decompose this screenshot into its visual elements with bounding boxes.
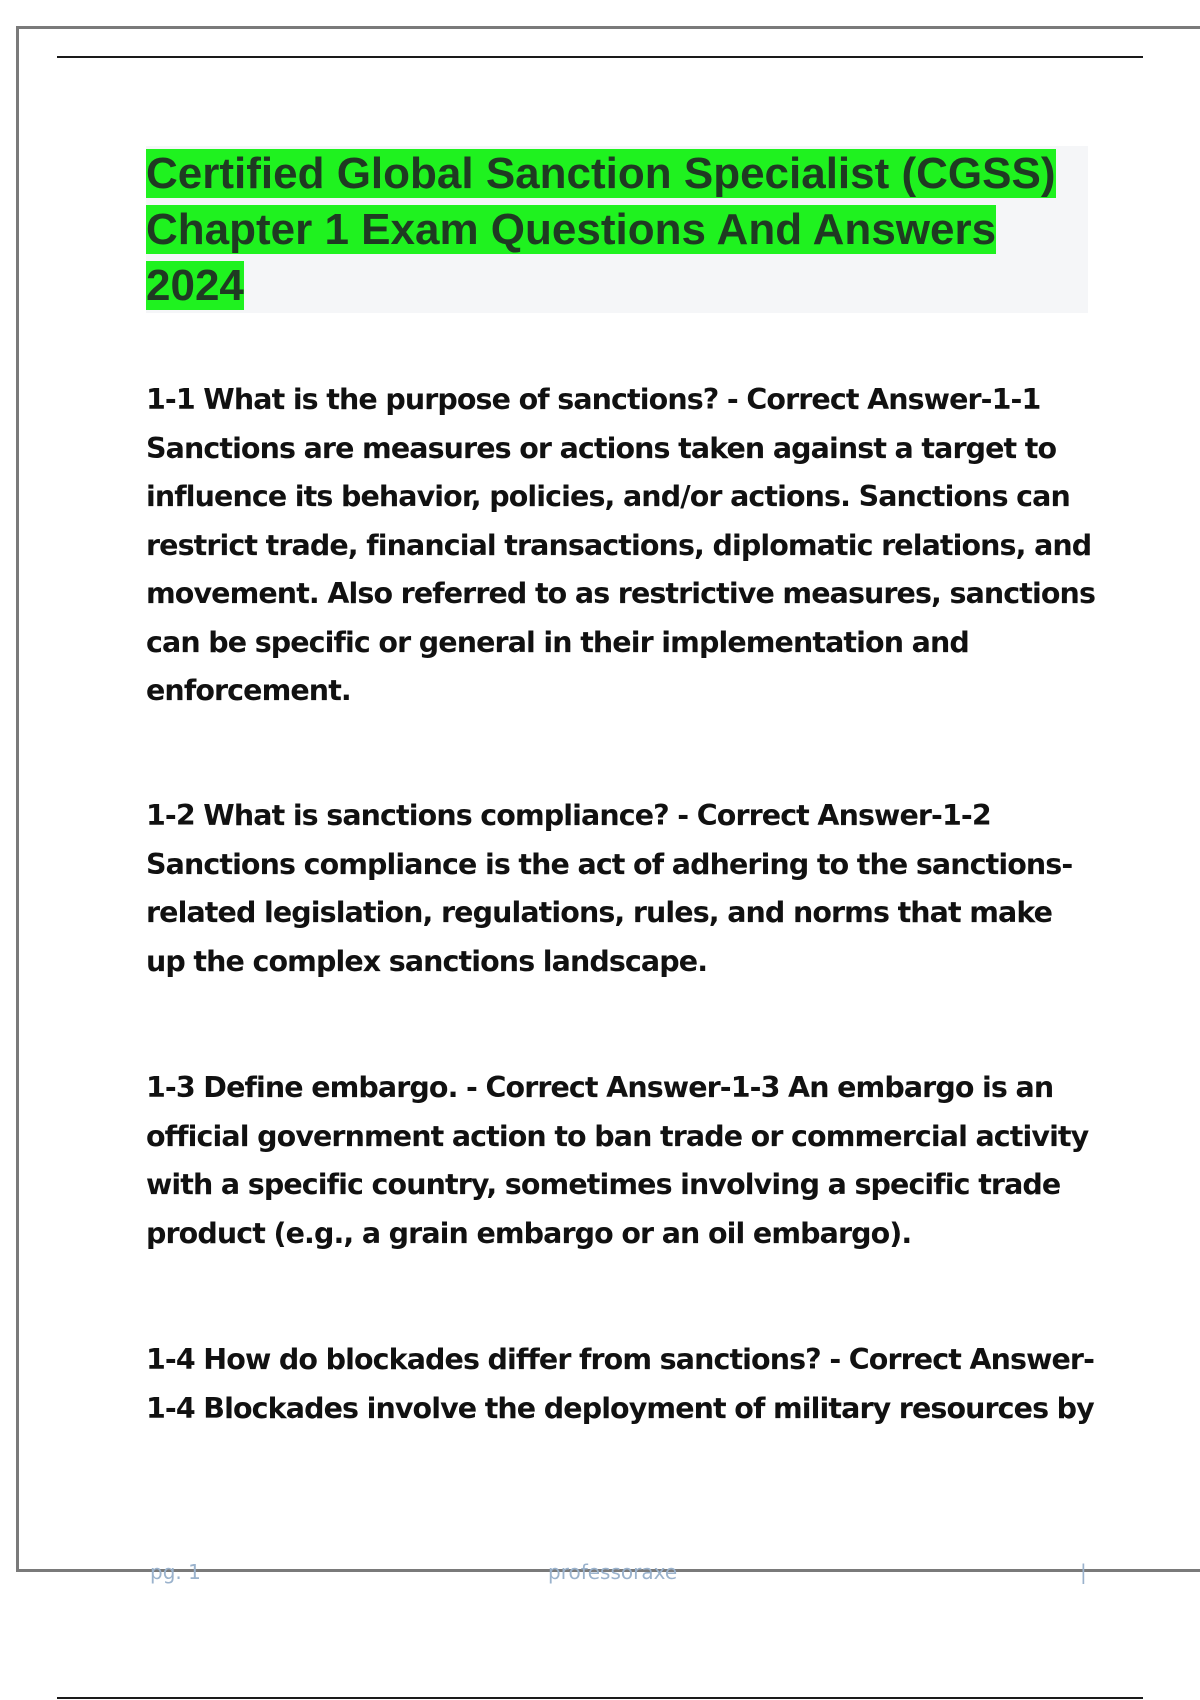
header-rule	[57, 56, 1143, 58]
footer-mark: |	[1080, 1560, 1087, 1584]
footer-page-number: pg. 1	[150, 1560, 201, 1584]
title-block	[146, 146, 1088, 313]
qa-entry-2: 1-2 What is sanctions compliance? - Correct Answer-1-2 Sanctions compliance is the act of adhering to the sanctions-related legislation, regulations, rules, and norms that make up the complex sanctions landscape.	[146, 799, 1073, 978]
document-title	[146, 146, 1088, 314]
title-highlight: Certified Global Sanction Specialist (CGSS) Chapter 1 Exam Questions And Answers 2024	[146, 149, 1056, 310]
qa-entry-1: 1-1 What is the purpose of sanctions? - Correct Answer-1-1 Sanctions are measures or actions taken against a target to influence its behavior, policies, and/or actions. Sanctions can restrict trade, financial transactions, diplomatic relations, and movement. Also referred to as restrictive measures, sanctions can be specific or general in their implementation and enforcement.	[146, 383, 1096, 707]
qa-entry-3: 1-3 Define embargo. - Correct Answer-1-3 An embargo is an official government action to ban trade or commercial activity with a specific country, sometimes involving a specific trade product (e.g., a grain embargo or an oil embargo).	[146, 1071, 1089, 1250]
footer-author: professoraxe	[548, 1560, 678, 1584]
qa-entry-4: 1-4 How do blockades differ from sanctions? - Correct Answer-1-4 Blockades involve the deployment of military resources by	[146, 1343, 1095, 1425]
bottom-rule	[57, 1697, 1143, 1699]
